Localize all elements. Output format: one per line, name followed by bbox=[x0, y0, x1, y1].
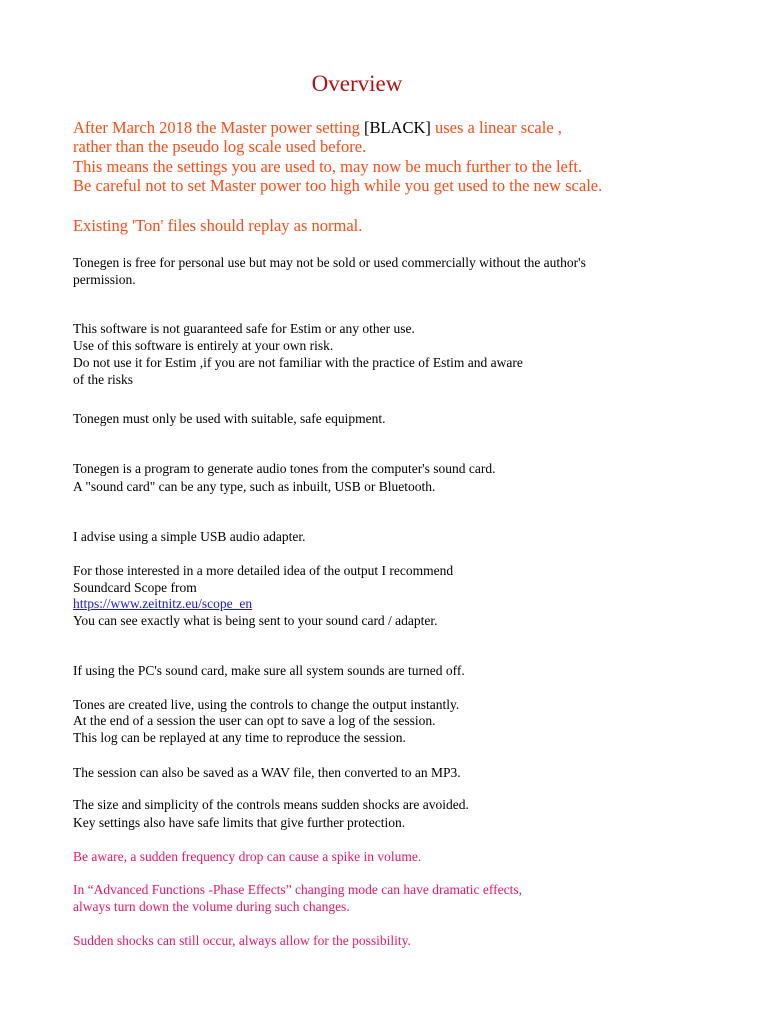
notice-line-3: This means the settings you are used to, may now be much further to the left. bbox=[73, 157, 583, 176]
notice-line-1 bbox=[73, 118, 562, 137]
safety-line-4: of the risks bbox=[73, 372, 133, 387]
shocks-line-2: Key settings also have safe limits that give further protection. bbox=[73, 815, 406, 830]
notice-line-1-post: uses a linear scale , bbox=[430, 118, 562, 137]
warning-phase-line-2: always turn down the volume during such changes. bbox=[73, 899, 350, 914]
notice-line-1-pre: After March 2018 the Master power setting bbox=[73, 118, 364, 137]
about-line-1: Tonegen is a program to generate audio tones from the computer's sound card. bbox=[73, 461, 496, 476]
safety-line-1: This software is not guaranteed safe for Estim or any other use. bbox=[73, 321, 415, 336]
notice-black-label: [BLACK] bbox=[363, 118, 431, 137]
advise-line: I advise using a simple USB audio adapter. bbox=[73, 529, 306, 544]
live-line-1: Tones are created live, using the controls to change the output instantly. bbox=[73, 697, 460, 712]
wav-line: The session can also be saved as a WAV file, then converted to an MP3. bbox=[73, 765, 461, 780]
safety-line-2: Use of this software is entirely at your own risk. bbox=[73, 338, 334, 353]
equipment-line: Tonegen must only be used with suitable, safe equipment. bbox=[73, 411, 386, 426]
license-line-2: permission. bbox=[73, 272, 136, 287]
live-line-2: At the end of a session the user can opt to save a log of the session. bbox=[73, 713, 436, 728]
warning-phase-line-1: In “Advanced Functions -Phase Effects” changing mode can have dramatic effects, bbox=[73, 882, 522, 897]
about-line-2: A "sound card" can be any type, such as inbuilt, USB or Bluetooth. bbox=[73, 479, 436, 494]
warning-freq-drop: Be aware, a sudden frequency drop can cause a spike in volume. bbox=[73, 849, 422, 864]
notice-line-5: Existing 'Ton' files should replay as normal. bbox=[73, 216, 363, 235]
notice-line-2: rather than the pseudo log scale used before. bbox=[73, 137, 367, 156]
notice-line-4: Be careful not to set Master power too high while you get used to the new scale. bbox=[73, 176, 603, 195]
scope-line-1: For those interested in a more detailed idea of the output I recommend bbox=[73, 563, 454, 578]
warning-sudden-shocks: Sudden shocks can still occur, always allow for the possibility. bbox=[73, 933, 411, 948]
scope-line-3: You can see exactly what is being sent to your sound card / adapter. bbox=[73, 613, 438, 628]
shocks-line-1: The size and simplicity of the controls means sudden shocks are avoided. bbox=[73, 797, 469, 812]
scope-link[interactable]: https://www.zeitnitz.eu/scope_en bbox=[73, 596, 253, 611]
pc-sound-line: If using the PC's sound card, make sure all system sounds are turned off. bbox=[73, 663, 465, 678]
license-line-1: Tonegen is free for personal use but may not be sold or used commercially without the author's bbox=[73, 255, 586, 270]
safety-line-3: Do not use it for Estim ,if you are not familiar with the practice of Estim and aware bbox=[73, 355, 523, 370]
page-title: Overview bbox=[311, 71, 403, 96]
live-line-3: This log can be replayed at any time to reproduce the session. bbox=[73, 730, 406, 745]
scope-line-2: Soundcard Scope from bbox=[73, 580, 197, 595]
